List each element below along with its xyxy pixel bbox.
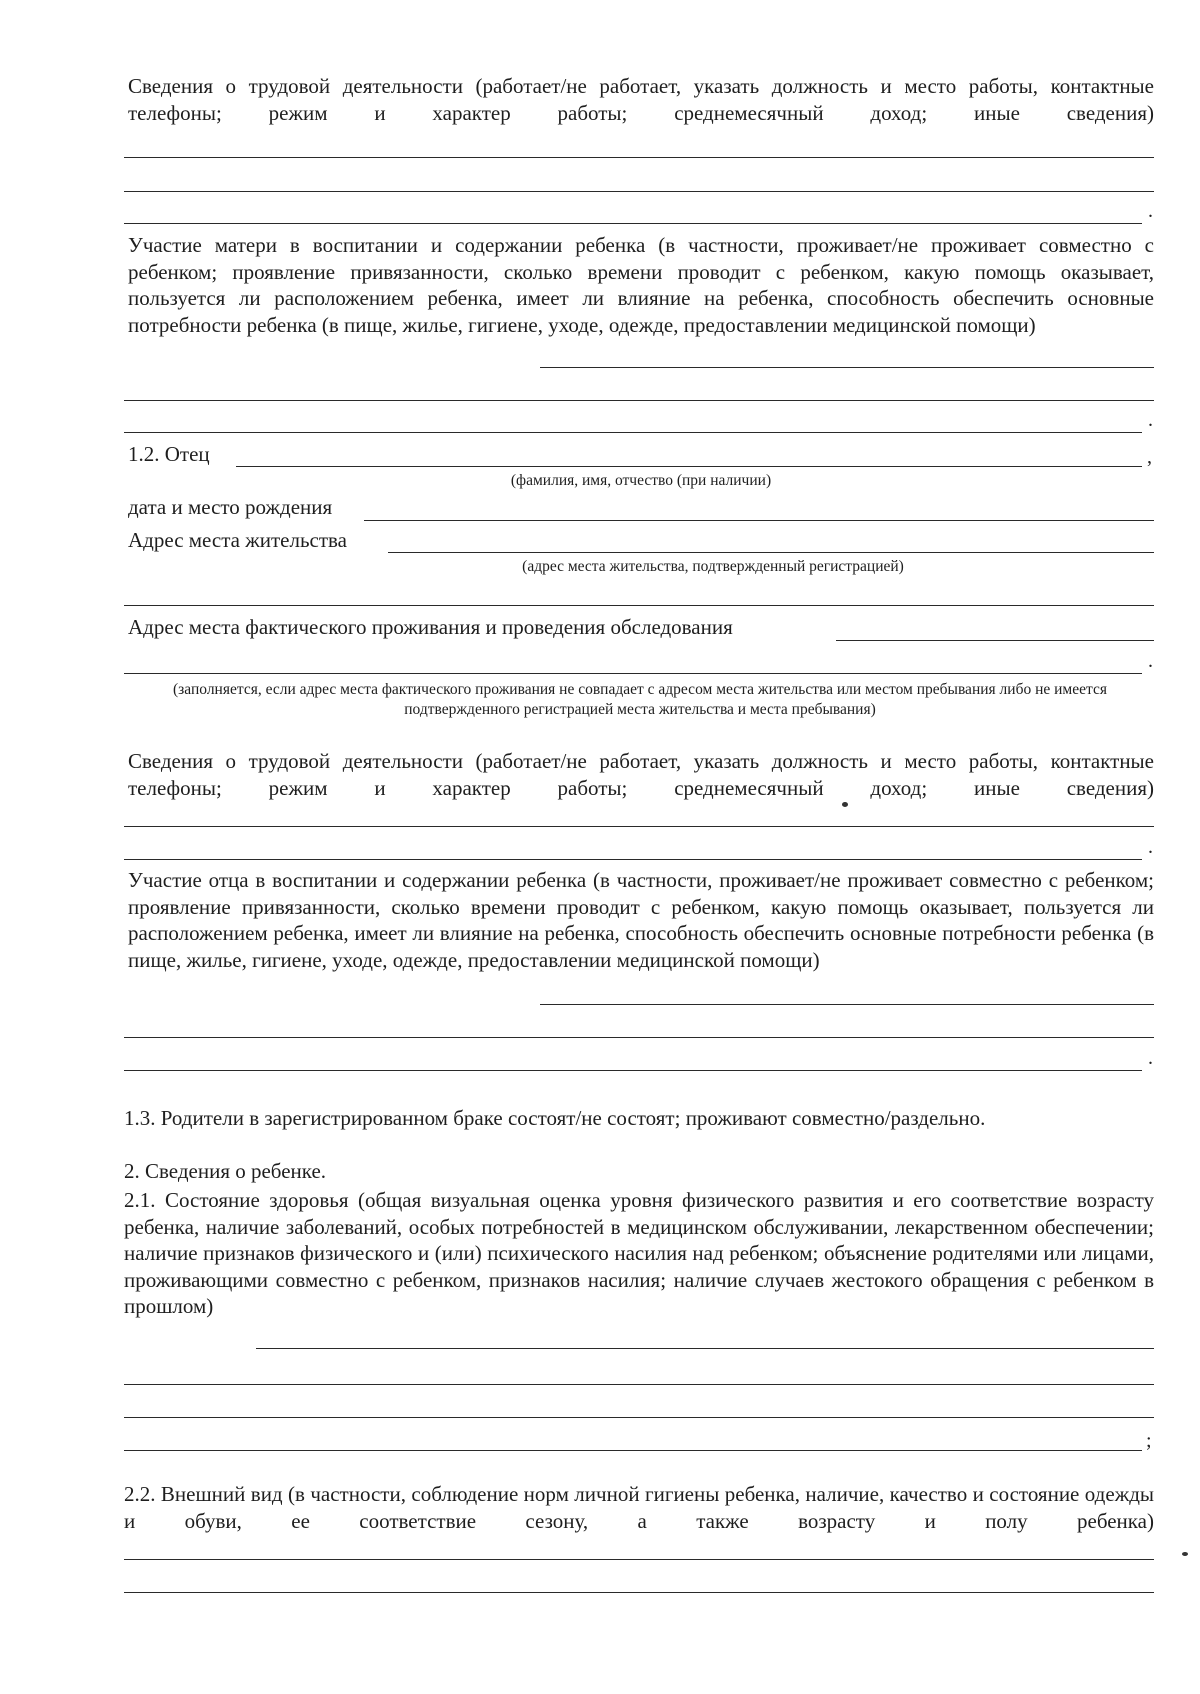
mother-participation-line-1[interactable] xyxy=(540,367,1154,368)
father-name-line[interactable] xyxy=(236,466,1142,467)
father-work-info: Сведения о трудовой деятельности (работает/не работает, указать должность и место работы, контактные телефоны; режим и характер работы; среднемесячный доход; иные сведения) xyxy=(128,749,1154,800)
mother-work-line-3[interactable] xyxy=(124,223,1142,224)
mother-participation-end-mark: . xyxy=(1148,409,1153,431)
father-actual-address-note: (заполняется, если адрес места фактического проживания не совпадает с адресом места жительства или местом пребывания либо не имеется подтвержденного регистрацией места жительства и места пребывания) xyxy=(173,681,1107,718)
mother-work-line-2[interactable] xyxy=(124,191,1154,192)
father-residence-line[interactable] xyxy=(388,552,1154,553)
child-appearance-line-2[interactable] xyxy=(124,1592,1154,1593)
father-heading-end-mark: , xyxy=(1147,446,1152,468)
father-work-line-1[interactable] xyxy=(124,826,1154,827)
father-actual-address-line-2[interactable] xyxy=(124,673,1142,674)
father-actual-address-line-1[interactable] xyxy=(836,640,1154,641)
mother-participation: Участие матери в воспитании и содержании ребенка (в частности, проживает/не проживает совместно с ребенком; проявление привязанности, сколько времени проводит с ребенком, какую помощь оказывает, пользуется ли расположением ребенка, имеет ли влияние на ребенка, способность обеспечить основные потребности ребенка (в пище, жилье, гигиене, уходе, одежде, предоставлении медицинской помощи) xyxy=(128,233,1154,337)
father-participation: Участие отца в воспитании и содержании ребенка (в частности, проживает/не проживает совместно с ребенком; проявление привязанности, сколько времени проводит с ребенком, какую помощь оказывает, пользуется ли расположением ребенка, имеет ли влияние на ребенка, способность обеспечить основные потребности ребенка (в пище, жилье, гигиене, уходе, одежде, предоставлении медицинской помощи) xyxy=(128,868,1154,972)
father-birth-line[interactable] xyxy=(364,520,1154,521)
parents-marriage-status: 1.3. Родители в зарегистрированном браке состоят/не состоят; проживают совместно/раздельно. xyxy=(124,1106,986,1130)
father-actual-address-end-mark: . xyxy=(1148,650,1153,672)
father-participation-line-1[interactable] xyxy=(540,1004,1154,1005)
mother-work-end-mark: . xyxy=(1148,200,1153,222)
father-heading: 1.2. Отец xyxy=(128,442,210,466)
mother-participation-line-3[interactable] xyxy=(124,432,1142,433)
father-birth-label: дата и место рождения xyxy=(128,495,333,519)
mother-work-line-1[interactable] xyxy=(124,157,1154,158)
father-residence-line-2[interactable] xyxy=(124,605,1154,606)
father-actual-address-label: Адрес места фактического проживания и проведения обследования xyxy=(128,615,733,639)
child-health-line-4[interactable] xyxy=(124,1450,1142,1451)
child-appearance: 2.2. Внешний вид (в частности, соблюдение норм личной гигиены ребенка, наличие, качество и состояние одежды и обуви, ее соответствие сезону, а также возрасту и полу ребенка) xyxy=(124,1482,1154,1533)
child-heading: 2. Сведения о ребенке. xyxy=(124,1159,327,1183)
father-participation-line-3[interactable] xyxy=(124,1070,1142,1071)
father-residence-label: Адрес места жительства xyxy=(128,528,347,552)
father-name-caption: (фамилия, имя, отчество (при наличии) xyxy=(510,472,772,489)
child-health-line-1[interactable] xyxy=(256,1348,1154,1349)
mother-participation-line-2[interactable] xyxy=(124,400,1154,401)
child-health-line-3[interactable] xyxy=(124,1417,1154,1418)
child-health-line-2[interactable] xyxy=(124,1384,1154,1385)
mother-work-info: Сведения о трудовой деятельности (работает/не работает, указать должность и место работы, контактные телефоны; режим и характер работы; среднемесячный доход; иные сведения) xyxy=(128,74,1154,125)
father-participation-end-mark: . xyxy=(1148,1047,1153,1069)
father-residence-caption: (адрес места жительства, подтвержденный регистрацией) xyxy=(522,558,904,575)
child-health-end-mark: ; xyxy=(1146,1430,1152,1452)
child-health: 2.1. Состояние здоровья (общая визуальная оценка уровня физического развития и его соответствие возрасту ребенка, наличие заболеваний, особых потребностей в медицинском обслуживании, лекарственном обеспечении; наличие признаков физического и (или) психического насилия над ребенком; объяснение родителями или лицами, проживающими совместно с ребенком, признаков насилия; наличие случаев жестокого обращения с ребенком в прошлом) xyxy=(124,1188,1154,1318)
scan-speck xyxy=(842,802,848,807)
father-participation-line-2[interactable] xyxy=(124,1037,1154,1038)
child-appearance-line-1[interactable] xyxy=(124,1559,1154,1560)
father-work-line-2[interactable] xyxy=(124,859,1142,860)
scan-speck xyxy=(1182,1552,1188,1556)
father-work-end-mark: . xyxy=(1148,836,1153,858)
